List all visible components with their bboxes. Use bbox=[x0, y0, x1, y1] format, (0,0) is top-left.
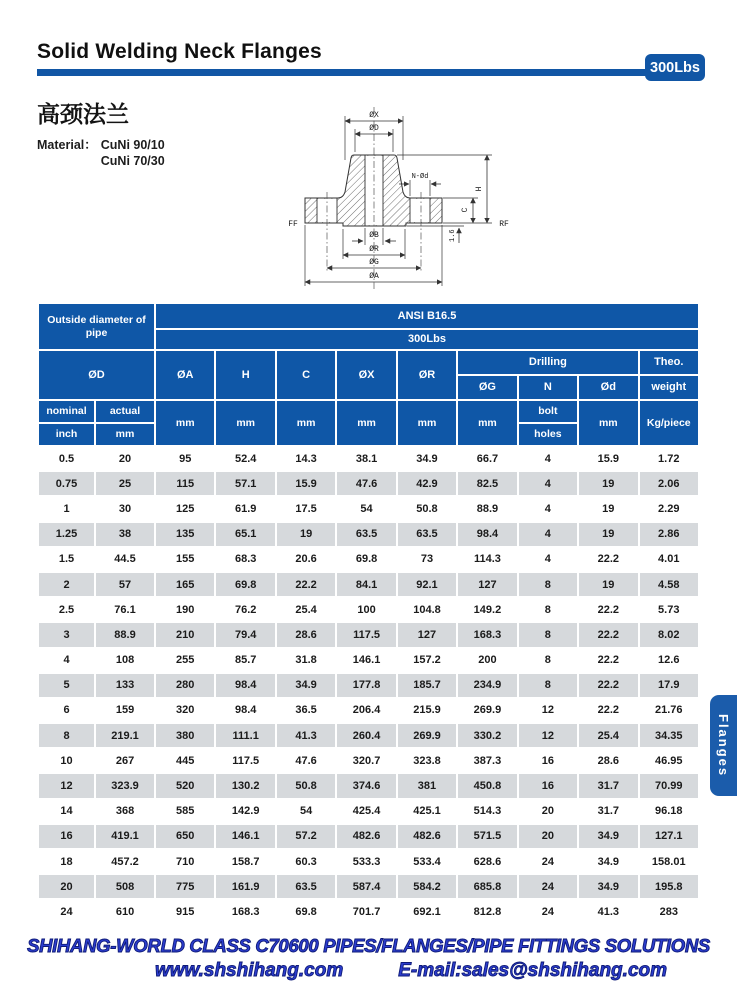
table-cell: 22.2 bbox=[579, 548, 637, 571]
table-cell: 269.9 bbox=[398, 724, 456, 747]
unit-mm: mm bbox=[216, 401, 274, 445]
table-row bbox=[39, 825, 698, 848]
table-cell: 34.9 bbox=[398, 447, 456, 470]
table-cell: 710 bbox=[156, 850, 214, 873]
table-cell: 8 bbox=[519, 674, 577, 697]
table-cell: 57.1 bbox=[216, 472, 274, 495]
table-cell: 425.1 bbox=[398, 800, 456, 823]
table-cell: 380 bbox=[156, 724, 214, 747]
label-ff: FF bbox=[288, 220, 298, 229]
table-cell: 98.4 bbox=[458, 523, 516, 546]
table-cell: 234.9 bbox=[458, 674, 516, 697]
table-cell: 2.06 bbox=[640, 472, 698, 495]
table-cell: 15.9 bbox=[579, 447, 637, 470]
table-cell: 38 bbox=[96, 523, 154, 546]
table-cell: 520 bbox=[156, 774, 214, 797]
table-cell: 19 bbox=[277, 523, 335, 546]
table-cell: 63.5 bbox=[337, 523, 395, 546]
table-cell: 14.3 bbox=[277, 447, 335, 470]
table-cell: 41.3 bbox=[277, 724, 335, 747]
dim-label-finish: 1.6 bbox=[449, 229, 457, 242]
table-cell: 127 bbox=[398, 623, 456, 646]
table-cell: 6 bbox=[39, 699, 94, 722]
table-cell: 4.01 bbox=[640, 548, 698, 571]
table-cell: 76.1 bbox=[96, 598, 154, 621]
table-cell: 323.8 bbox=[398, 749, 456, 772]
table-cell: 2.86 bbox=[640, 523, 698, 546]
table-cell: 215.9 bbox=[398, 699, 456, 722]
footer-website-link[interactable]: www.shshihang.com bbox=[154, 960, 344, 981]
table-cell: 155 bbox=[156, 548, 214, 571]
table-cell: 60.3 bbox=[277, 850, 335, 873]
table-cell: 18 bbox=[39, 850, 94, 873]
table-cell: 22.2 bbox=[579, 699, 637, 722]
table-row bbox=[39, 598, 698, 621]
dim-label-c: C bbox=[461, 207, 470, 213]
table-cell: 63.5 bbox=[277, 875, 335, 898]
table-cell: 76.2 bbox=[216, 598, 274, 621]
table-cell: 283 bbox=[640, 900, 698, 923]
table-cell: 127 bbox=[458, 573, 516, 596]
table-cell: 22.2 bbox=[277, 573, 335, 596]
material-value: CuNi 70/30 bbox=[100, 154, 165, 169]
dim-label-a: ØA bbox=[369, 272, 379, 281]
table-cell: 12 bbox=[519, 699, 577, 722]
table-cell: 22.2 bbox=[579, 649, 637, 672]
label-rf: RF bbox=[499, 220, 509, 229]
table-cell: 79.4 bbox=[216, 623, 274, 646]
table-cell: 514.3 bbox=[458, 800, 516, 823]
unit-mm: mm bbox=[398, 401, 456, 445]
table-cell: 219.1 bbox=[96, 724, 154, 747]
table-cell: 88.9 bbox=[458, 497, 516, 520]
table-row bbox=[39, 749, 698, 772]
table-cell: 8.02 bbox=[640, 623, 698, 646]
table-cell: 34.9 bbox=[579, 875, 637, 898]
table-row bbox=[39, 875, 698, 898]
table-cell: 69.8 bbox=[337, 548, 395, 571]
table-cell: 85.7 bbox=[216, 649, 274, 672]
table-body bbox=[39, 447, 698, 924]
header-inch: inch bbox=[39, 424, 94, 445]
table-cell: 24 bbox=[519, 900, 577, 923]
table-cell: 450.8 bbox=[458, 774, 516, 797]
table-cell: 46.95 bbox=[640, 749, 698, 772]
table-cell: 30 bbox=[96, 497, 154, 520]
table-cell: 1.5 bbox=[39, 548, 94, 571]
table-cell: 8 bbox=[519, 623, 577, 646]
table-cell: 63.5 bbox=[398, 523, 456, 546]
table-cell: 31.8 bbox=[277, 649, 335, 672]
table-cell: 571.5 bbox=[458, 825, 516, 848]
dim-label-r: ØR bbox=[369, 245, 379, 254]
table-cell: 168.3 bbox=[216, 900, 274, 923]
table-cell: 25 bbox=[96, 472, 154, 495]
table-cell: 2.29 bbox=[640, 497, 698, 520]
header-col-a: ØA bbox=[156, 351, 214, 399]
material-block bbox=[37, 137, 165, 170]
unit-mm: mm bbox=[156, 401, 214, 445]
table-cell: 368 bbox=[96, 800, 154, 823]
table-cell: 195.8 bbox=[640, 875, 698, 898]
table-cell: 22.2 bbox=[579, 598, 637, 621]
table-cell: 66.7 bbox=[458, 447, 516, 470]
table-row bbox=[39, 774, 698, 797]
table-cell: 165 bbox=[156, 573, 214, 596]
table-cell: 775 bbox=[156, 875, 214, 898]
unit-mm: mm bbox=[277, 401, 335, 445]
table-cell: 200 bbox=[458, 649, 516, 672]
table-cell: 70.99 bbox=[640, 774, 698, 797]
table-row bbox=[39, 699, 698, 722]
table-row bbox=[39, 573, 698, 596]
table-cell: 38.1 bbox=[337, 447, 395, 470]
table-cell: 255 bbox=[156, 649, 214, 672]
table-cell: 4 bbox=[519, 523, 577, 546]
dim-label-h: H bbox=[475, 186, 484, 192]
table-cell: 54 bbox=[337, 497, 395, 520]
table-cell: 117.5 bbox=[337, 623, 395, 646]
table-cell: 73 bbox=[398, 548, 456, 571]
footer-slogan: SHIHANG-WORLD CLASS C70600 PIPES/FLANGES/PIPE FITTINGS SOLUTIONS bbox=[27, 935, 710, 956]
table-cell: 387.3 bbox=[458, 749, 516, 772]
table-cell: 508 bbox=[96, 875, 154, 898]
table-cell: 125 bbox=[156, 497, 214, 520]
table-cell: 20 bbox=[519, 800, 577, 823]
header-col-h: H bbox=[216, 351, 274, 399]
table-cell: 20 bbox=[39, 875, 94, 898]
table-cell: 17.9 bbox=[640, 674, 698, 697]
table-row bbox=[39, 674, 698, 697]
table-cell: 146.1 bbox=[337, 649, 395, 672]
header-pressure: 300Lbs bbox=[156, 330, 698, 349]
table-cell: 50.8 bbox=[277, 774, 335, 797]
table-cell: 812.8 bbox=[458, 900, 516, 923]
dim-label-g: ØG bbox=[369, 258, 379, 267]
table-cell: 320.7 bbox=[337, 749, 395, 772]
table-cell: 701.7 bbox=[337, 900, 395, 923]
table-cell: 28.6 bbox=[277, 623, 335, 646]
table-cell: 19 bbox=[579, 472, 637, 495]
unit-mm: mm bbox=[458, 401, 516, 445]
table-cell: 4 bbox=[39, 649, 94, 672]
table-cell: 157.2 bbox=[398, 649, 456, 672]
table-cell: 0.75 bbox=[39, 472, 94, 495]
table-cell: 36.5 bbox=[277, 699, 335, 722]
table-cell: 15.9 bbox=[277, 472, 335, 495]
table-cell: 104.8 bbox=[398, 598, 456, 621]
table-cell: 419.1 bbox=[96, 825, 154, 848]
header-theo: Theo. bbox=[640, 351, 698, 374]
table-cell: 185.7 bbox=[398, 674, 456, 697]
table-row bbox=[39, 623, 698, 646]
unit-mm: mm bbox=[337, 401, 395, 445]
table-cell: 381 bbox=[398, 774, 456, 797]
table-cell: 10 bbox=[39, 749, 94, 772]
table-cell: 44.5 bbox=[96, 548, 154, 571]
table-cell: 4 bbox=[519, 548, 577, 571]
header-standard: ANSI B16.5 bbox=[156, 304, 698, 328]
table-cell: 445 bbox=[156, 749, 214, 772]
dim-label-d: ØD bbox=[369, 124, 379, 133]
table-cell: 260.4 bbox=[337, 724, 395, 747]
table-cell: 190 bbox=[156, 598, 214, 621]
table-cell: 54 bbox=[277, 800, 335, 823]
table-cell: 114.3 bbox=[458, 548, 516, 571]
table-cell: 34.35 bbox=[640, 724, 698, 747]
table-cell: 16 bbox=[519, 749, 577, 772]
table-cell: 1 bbox=[39, 497, 94, 520]
table-cell: 96.18 bbox=[640, 800, 698, 823]
footer-email-link[interactable]: E-mail:sales@shshihang.com bbox=[398, 960, 668, 981]
material-value: CuNi 90/10 bbox=[100, 138, 165, 152]
table-cell: 168.3 bbox=[458, 623, 516, 646]
table-cell: 24 bbox=[519, 850, 577, 873]
table-cell: 146.1 bbox=[216, 825, 274, 848]
table-cell: 650 bbox=[156, 825, 214, 848]
unit-kg-piece: Kg/piece bbox=[640, 401, 698, 445]
table-cell: 149.2 bbox=[458, 598, 516, 621]
table-cell: 587.4 bbox=[337, 875, 395, 898]
table-cell: 50.8 bbox=[398, 497, 456, 520]
table-cell: 117.5 bbox=[216, 749, 274, 772]
table-cell: 95 bbox=[156, 447, 214, 470]
table-cell: 133 bbox=[96, 674, 154, 697]
table-cell: 8 bbox=[519, 649, 577, 672]
table-cell: 280 bbox=[156, 674, 214, 697]
table-cell: 177.8 bbox=[337, 674, 395, 697]
flange-technical-drawing bbox=[268, 98, 520, 292]
dim-label-n-d: N-Ød bbox=[411, 173, 429, 181]
table-row bbox=[39, 649, 698, 672]
title-underline bbox=[37, 69, 663, 76]
table-cell: 457.2 bbox=[96, 850, 154, 873]
header-outside-diameter: Outside diameter of pipe bbox=[39, 304, 154, 349]
table-cell: 584.2 bbox=[398, 875, 456, 898]
table-cell: 482.6 bbox=[337, 825, 395, 848]
table-cell: 4.58 bbox=[640, 573, 698, 596]
table-cell: 34.9 bbox=[579, 850, 637, 873]
header-nominal: nominal bbox=[39, 401, 94, 422]
table-row bbox=[39, 900, 698, 923]
table-cell: 5.73 bbox=[640, 598, 698, 621]
table-cell: 585 bbox=[156, 800, 214, 823]
table-cell: 69.8 bbox=[216, 573, 274, 596]
header-col-r: ØR bbox=[398, 351, 456, 399]
table-cell: 31.7 bbox=[579, 774, 637, 797]
table-row bbox=[39, 724, 698, 747]
header-drilling: Drilling bbox=[458, 351, 637, 374]
table-row bbox=[39, 523, 698, 546]
table-cell: 34.9 bbox=[579, 825, 637, 848]
table-cell: 34.9 bbox=[277, 674, 335, 697]
table-cell: 135 bbox=[156, 523, 214, 546]
table-cell: 65.1 bbox=[216, 523, 274, 546]
header-col-d: ØD bbox=[39, 351, 154, 399]
table-cell: 12 bbox=[39, 774, 94, 797]
table-cell: 19 bbox=[579, 573, 637, 596]
unit-mm: mm bbox=[96, 424, 154, 445]
table-cell: 16 bbox=[519, 774, 577, 797]
table-cell: 3 bbox=[39, 623, 94, 646]
table-cell: 25.4 bbox=[579, 724, 637, 747]
table-cell: 159 bbox=[96, 699, 154, 722]
table-cell: 12.6 bbox=[640, 649, 698, 672]
table-row bbox=[39, 497, 698, 520]
table-cell: 127.1 bbox=[640, 825, 698, 848]
header-col-small-d: Ød bbox=[579, 376, 637, 399]
table-row bbox=[39, 472, 698, 495]
table-cell: 14 bbox=[39, 800, 94, 823]
table-cell: 24 bbox=[39, 900, 94, 923]
table-cell: 20.6 bbox=[277, 548, 335, 571]
material-label: Material： bbox=[37, 138, 97, 152]
table-cell: 158.01 bbox=[640, 850, 698, 873]
table-cell: 108 bbox=[96, 649, 154, 672]
table-cell: 31.7 bbox=[579, 800, 637, 823]
table-cell: 98.4 bbox=[216, 699, 274, 722]
table-cell: 19 bbox=[579, 497, 637, 520]
table-cell: 4 bbox=[519, 472, 577, 495]
footer-contacts bbox=[20, 960, 717, 982]
table-cell: 4 bbox=[519, 447, 577, 470]
table-cell: 84.1 bbox=[337, 573, 395, 596]
table-cell: 111.1 bbox=[216, 724, 274, 747]
table-cell: 19 bbox=[579, 523, 637, 546]
header-weight: weight bbox=[640, 376, 698, 399]
table-cell: 374.6 bbox=[337, 774, 395, 797]
table-cell: 2 bbox=[39, 573, 94, 596]
table-cell: 98.4 bbox=[216, 674, 274, 697]
table-cell: 24 bbox=[519, 875, 577, 898]
table-row bbox=[39, 850, 698, 873]
table-cell: 533.4 bbox=[398, 850, 456, 873]
table-cell: 115 bbox=[156, 472, 214, 495]
table-cell: 5 bbox=[39, 674, 94, 697]
table-cell: 47.6 bbox=[277, 749, 335, 772]
table-cell: 161.9 bbox=[216, 875, 274, 898]
pressure-class-badge: 300Lbs bbox=[645, 54, 705, 81]
table-cell: 142.9 bbox=[216, 800, 274, 823]
table-cell: 61.9 bbox=[216, 497, 274, 520]
table-cell: 88.9 bbox=[96, 623, 154, 646]
table-cell: 269.9 bbox=[458, 699, 516, 722]
table-cell: 4 bbox=[519, 497, 577, 520]
header-col-c: C bbox=[277, 351, 335, 399]
table-cell: 158.7 bbox=[216, 850, 274, 873]
side-tab-flanges[interactable]: Flanges bbox=[710, 695, 737, 796]
table-cell: 323.9 bbox=[96, 774, 154, 797]
page-title: Solid Welding Neck Flanges bbox=[37, 40, 322, 63]
table-cell: 8 bbox=[519, 598, 577, 621]
table-cell: 22.2 bbox=[579, 674, 637, 697]
table-cell: 57.2 bbox=[277, 825, 335, 848]
table-cell: 210 bbox=[156, 623, 214, 646]
header-col-n: N bbox=[519, 376, 577, 399]
table-cell: 20 bbox=[96, 447, 154, 470]
table-row bbox=[39, 800, 698, 823]
table-cell: 533.3 bbox=[337, 850, 395, 873]
table-cell: 1.72 bbox=[640, 447, 698, 470]
table-cell: 42.9 bbox=[398, 472, 456, 495]
table-cell: 82.5 bbox=[458, 472, 516, 495]
table-cell: 206.4 bbox=[337, 699, 395, 722]
table-cell: 41.3 bbox=[579, 900, 637, 923]
table-cell: 12 bbox=[519, 724, 577, 747]
table-cell: 267 bbox=[96, 749, 154, 772]
table-row bbox=[39, 447, 698, 470]
table-cell: 8 bbox=[519, 573, 577, 596]
table-cell: 692.1 bbox=[398, 900, 456, 923]
table-cell: 2.5 bbox=[39, 598, 94, 621]
header-actual: actual bbox=[96, 401, 154, 422]
table-cell: 1.25 bbox=[39, 523, 94, 546]
table-cell: 130.2 bbox=[216, 774, 274, 797]
dim-label-x: ØX bbox=[369, 111, 379, 120]
table-cell: 16 bbox=[39, 825, 94, 848]
table-cell: 482.6 bbox=[398, 825, 456, 848]
table-cell: 21.76 bbox=[640, 699, 698, 722]
table-cell: 25.4 bbox=[277, 598, 335, 621]
table-cell: 47.6 bbox=[337, 472, 395, 495]
table-cell: 69.8 bbox=[277, 900, 335, 923]
table-cell: 330.2 bbox=[458, 724, 516, 747]
table-cell: 17.5 bbox=[277, 497, 335, 520]
heading-chinese: 高颈法兰 bbox=[37, 101, 129, 127]
table-cell: 100 bbox=[337, 598, 395, 621]
table-cell: 28.6 bbox=[579, 749, 637, 772]
header-col-g: ØG bbox=[458, 376, 516, 399]
table-cell: 52.4 bbox=[216, 447, 274, 470]
dim-label-b: ØB bbox=[369, 231, 379, 240]
table-cell: 425.4 bbox=[337, 800, 395, 823]
table-cell: 22.2 bbox=[579, 623, 637, 646]
table-cell: 320 bbox=[156, 699, 214, 722]
table-cell: 57 bbox=[96, 573, 154, 596]
header-holes: holes bbox=[519, 424, 577, 445]
table-cell: 92.1 bbox=[398, 573, 456, 596]
header-col-x: ØX bbox=[337, 351, 395, 399]
flange-spec-table bbox=[37, 302, 700, 926]
table-cell: 685.8 bbox=[458, 875, 516, 898]
table-cell: 915 bbox=[156, 900, 214, 923]
table-cell: 8 bbox=[39, 724, 94, 747]
table-cell: 628.6 bbox=[458, 850, 516, 873]
table-cell: 20 bbox=[519, 825, 577, 848]
table-cell: 0.5 bbox=[39, 447, 94, 470]
table-row bbox=[39, 548, 698, 571]
unit-mm: mm bbox=[579, 401, 637, 445]
table-cell: 610 bbox=[96, 900, 154, 923]
table-cell: 68.3 bbox=[216, 548, 274, 571]
header-bolt: bolt bbox=[519, 401, 577, 422]
